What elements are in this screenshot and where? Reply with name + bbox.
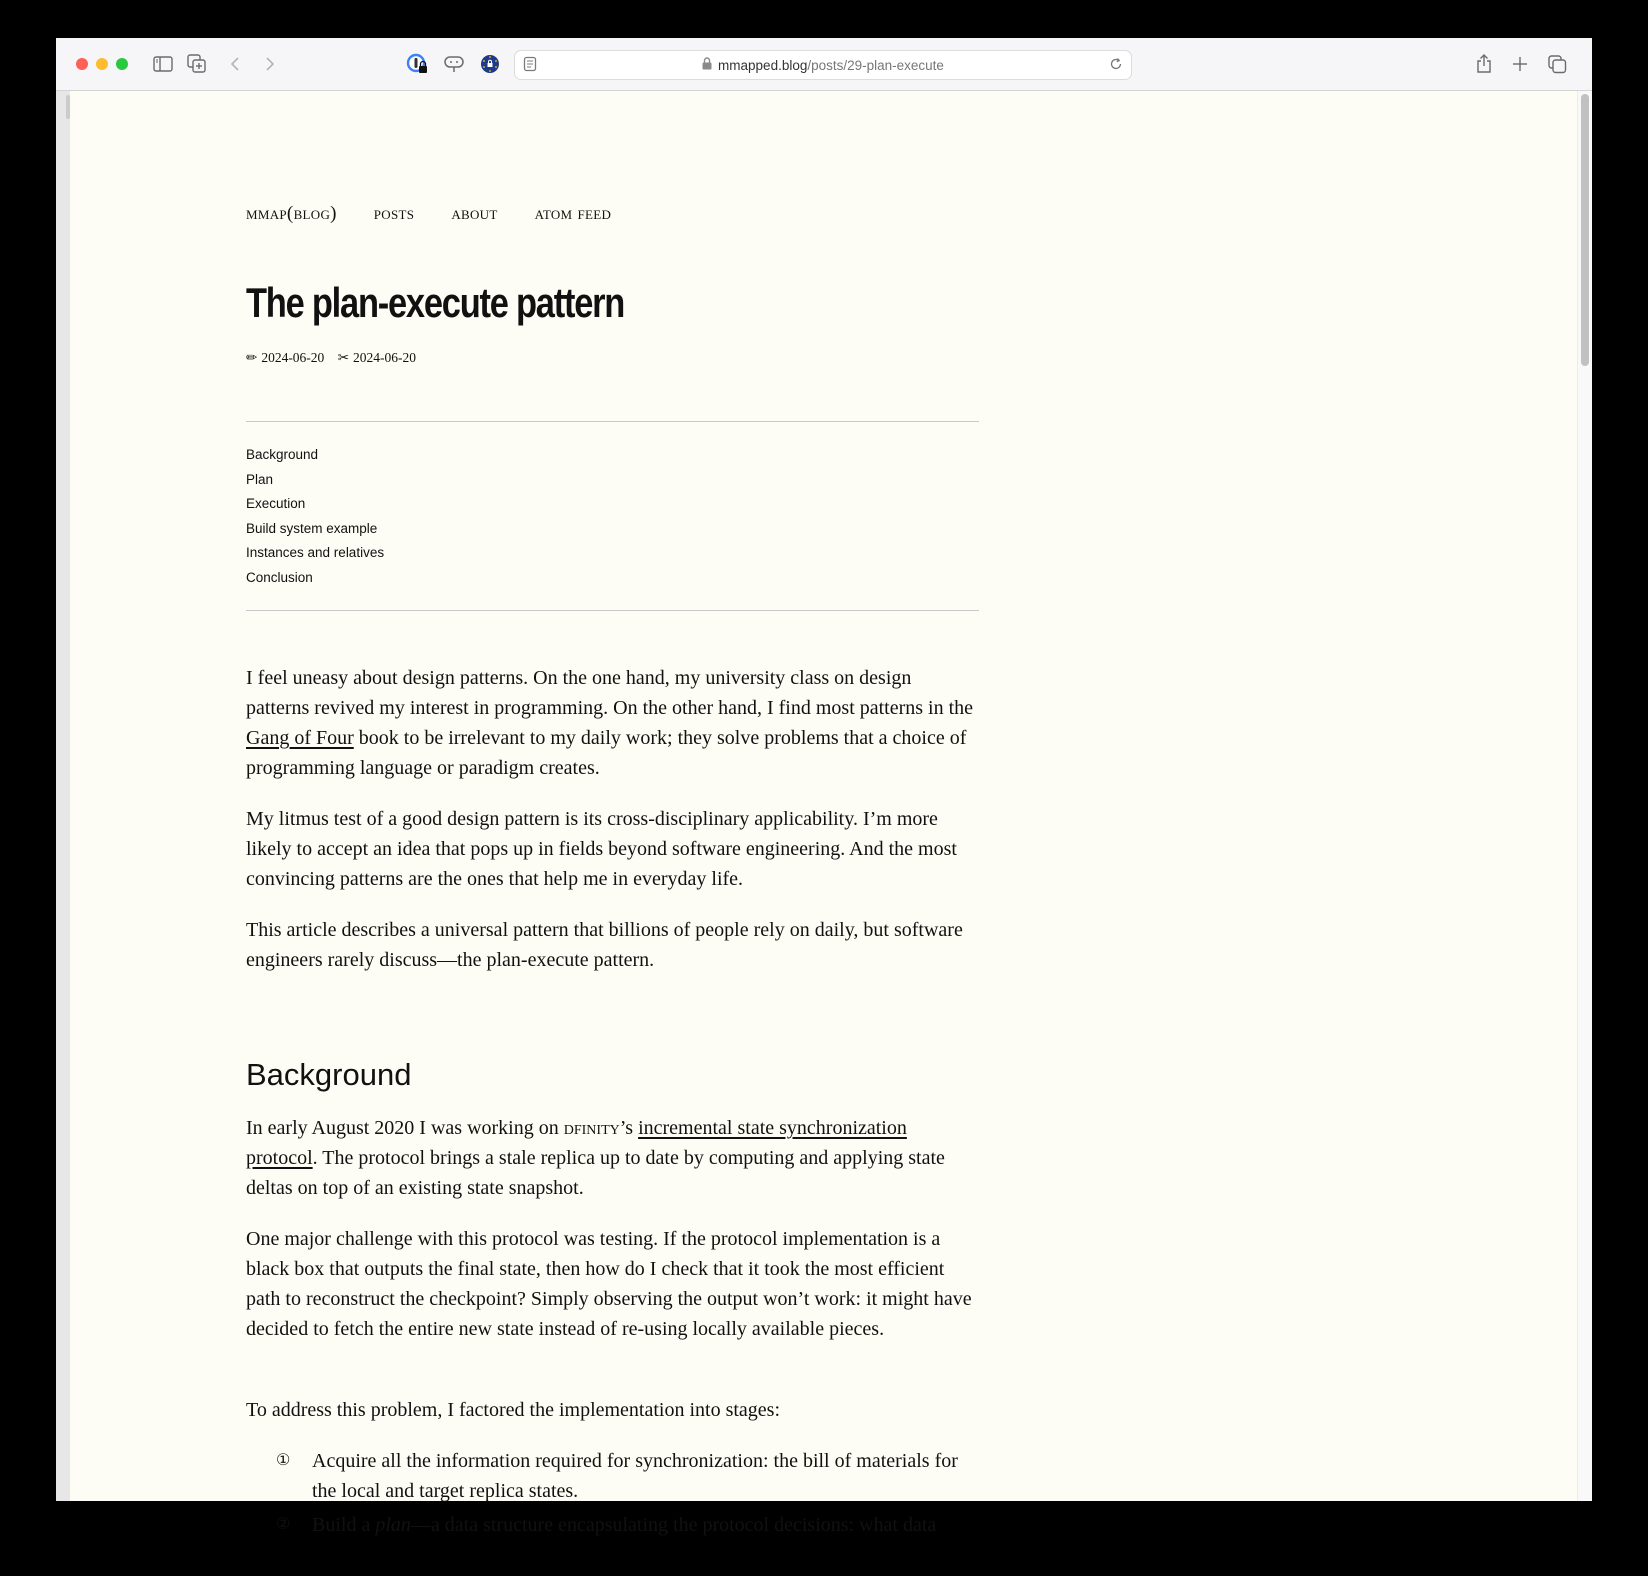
toc-item-background[interactable]: Background (246, 447, 319, 462)
sidebar-icon[interactable] (152, 52, 174, 76)
section-heading-background: Background (246, 1057, 412, 1092)
list-item-text: Acquire all the information required for synchronization: the bill of materials for the local and target replica states. (312, 1450, 958, 1502)
minimize-window-button[interactable] (96, 58, 108, 70)
back-icon[interactable] (226, 52, 244, 76)
toc-item-instances-and-relatives[interactable]: Instances and relatives (246, 545, 385, 561)
modified-date: 2024-06-20 (353, 350, 416, 365)
reader-icon[interactable] (523, 56, 537, 75)
list-item-text (312, 1510, 979, 1540)
created-date: 2024-06-20 (261, 350, 325, 365)
password-extension-icon[interactable] (405, 52, 429, 76)
toc-item-conclusion[interactable]: Conclusion (246, 569, 313, 585)
toc-item-execution[interactable]: Execution (246, 496, 306, 512)
post-dates (246, 350, 426, 366)
nav-about-link[interactable]: about (451, 203, 498, 224)
pencil-icon: ✏ (246, 350, 258, 365)
browser-toolbar (56, 38, 1592, 91)
close-window-button[interactable] (76, 58, 88, 70)
paragraph-text: . The protocol brings a stale replica up to date by computing and applying state deltas on top of an existing state snapshot. (246, 1147, 945, 1199)
browser-window (56, 38, 1592, 1536)
list-item (246, 1446, 979, 1506)
paragraph-text: ’s (619, 1117, 639, 1139)
nav-posts-link[interactable]: posts (373, 203, 415, 224)
intro-paragraph-3: This article describes a universal pattern that billions of people rely on daily, but software engineers rarely discuss—the plan-execute pattern. (246, 919, 963, 971)
toc-item-build-system-example[interactable]: Build system example (246, 520, 378, 536)
scissors-icon: ✂ (337, 350, 349, 365)
circled-number-2: ② (276, 1516, 291, 1533)
list-text: Build a (312, 1514, 376, 1536)
table-of-contents (246, 443, 384, 591)
list-text: —a data structure encapsulating the protocol decisions: what data (410, 1514, 937, 1536)
circled-number-1: ① (276, 1452, 291, 1469)
emphasis-plan: plan (375, 1514, 411, 1536)
intro-paragraph-1 (246, 663, 979, 783)
reload-icon[interactable] (1109, 56, 1123, 75)
paragraph-text: In early August 2020 I was working on (246, 1117, 564, 1139)
nav-atom-feed-link[interactable]: atom feed (534, 203, 612, 224)
intro-text: I feel uneasy about design patterns. On the one hand, my university class on design patterns revived my interest in programming. On the other hand, I find most patterns in the (246, 667, 974, 719)
forward-icon[interactable] (261, 52, 279, 76)
list-item (246, 1510, 979, 1540)
nav-home-link[interactable]: mmap(blog) (246, 203, 337, 224)
eu-extension-icon[interactable] (478, 52, 502, 76)
toc-bottom-divider (246, 610, 979, 611)
sidebar-edge (56, 91, 70, 1501)
background-paragraph-1 (246, 1113, 979, 1203)
vertical-scrollbar[interactable] (1577, 91, 1592, 1501)
chat-extension-icon[interactable] (442, 52, 466, 76)
scrollbar-thumb[interactable] (1581, 94, 1589, 366)
background-paragraph-2: One major challenge with this protocol was testing. If the protocol implementation is a black box that outputs the final state, then how do I check that it took the most efficient path to reconstruct the checkpoint? Simply observing the output won’t work: it might have decided to fetch the entire new state instead of re-using locally available pieces. (246, 1228, 972, 1340)
tab-overview-icon[interactable] (1546, 52, 1568, 76)
dfinity-smallcaps: dfinity (563, 1117, 620, 1139)
page-content (70, 91, 1578, 1536)
site-nav (246, 203, 611, 225)
zoom-window-button[interactable] (116, 58, 128, 70)
background-paragraph-3: To address this problem, I factored the implementation into stages: (246, 1399, 781, 1421)
address-bar[interactable] (514, 50, 1132, 80)
state-sync-protocol-link[interactable]: incremental state synchronization protocol (246, 1117, 907, 1169)
intro-text: book to be irrelevant to my daily work; they solve problems that a choice of programming language or paradigm creates. (246, 727, 967, 779)
new-tab-icon[interactable] (1510, 52, 1530, 76)
lock-icon (702, 57, 712, 73)
page-title: The plan-execute pattern (246, 279, 625, 326)
url-path: /posts/29-plan-execute (807, 57, 944, 73)
intro-paragraph-2: My litmus test of a good design pattern is its cross-disciplinary applicability. I’m more likely to accept an idea that pops up in fields beyond software engineering. And the most convincing patterns are the ones that help me in everyday life. (246, 808, 957, 890)
gang-of-four-link[interactable]: Gang of Four (246, 727, 354, 749)
new-tab-group-icon[interactable] (186, 52, 208, 76)
share-icon[interactable] (1474, 52, 1494, 76)
url-domain: mmapped.blog (718, 57, 808, 73)
toc-top-divider (246, 421, 979, 422)
toc-item-plan[interactable]: Plan (246, 471, 274, 487)
